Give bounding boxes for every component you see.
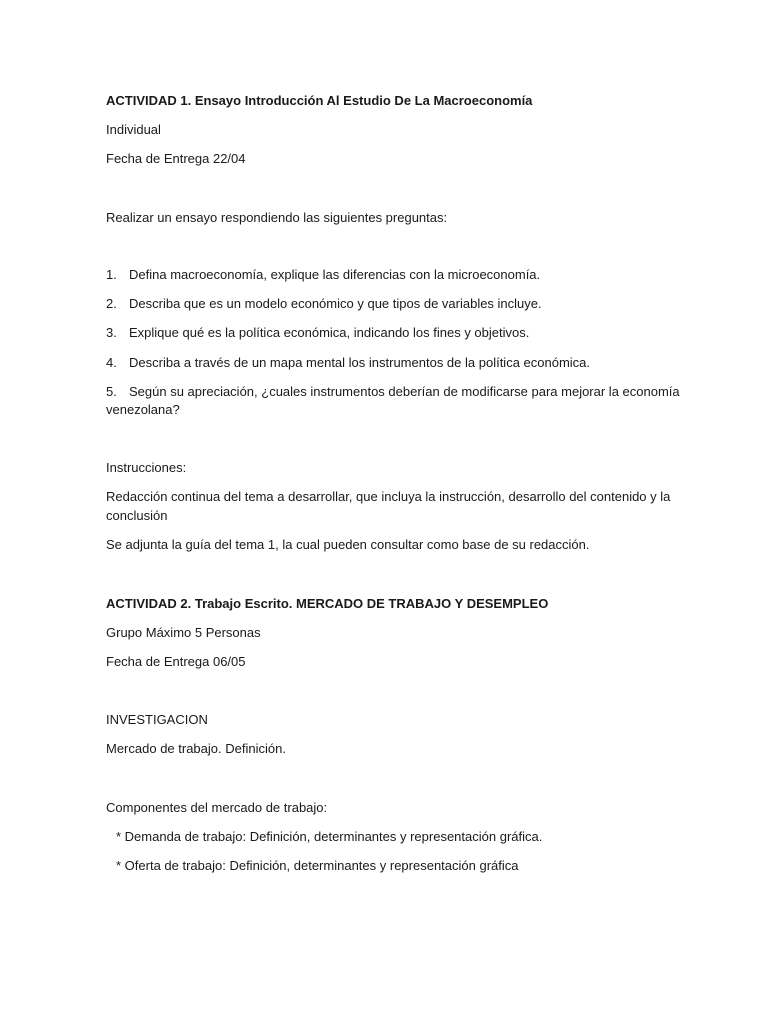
question-text: Describa a través de un mapa mental los instrumentos de la política económica.	[129, 355, 591, 370]
instructions-text-1: Redacción continua del tema a desarrollar, que incluya la instrucción, desarrollo del contenido y la	[106, 489, 671, 504]
instructions-text-1-continuation: conclusión	[106, 508, 168, 523]
activity2-due-date: Fecha de Entrega 06/05	[106, 654, 246, 669]
activity1-intro: Realizar un ensayo respondiendo las siguientes preguntas:	[106, 210, 448, 225]
question-text: Explique qué es la política económica, indicando los fines y objetivos.	[129, 325, 530, 340]
activity1-title: ACTIVIDAD 1. Ensayo Introducción Al Estudio De La Macroeconomía	[106, 93, 533, 108]
bullet-item: * Oferta de trabajo: Definición, determinantes y representación gráfica	[116, 858, 519, 873]
activity1-due-date: Fecha de Entrega 22/04	[106, 151, 246, 166]
activity1-mode: Individual	[106, 122, 161, 137]
instructions-label: Instrucciones:	[106, 460, 187, 475]
question-number: 2.	[106, 296, 117, 311]
components-label: Componentes del mercado de trabajo:	[106, 800, 328, 815]
instructions-text-2: Se adjunta la guía del tema 1, la cual pueden consultar como base de su redacción.	[106, 537, 590, 552]
activity2-group: Grupo Máximo 5 Personas	[106, 625, 261, 640]
question-5-continuation: venezolana?	[106, 402, 180, 417]
question-1	[106, 266, 676, 284]
activity2-section-heading: INVESTIGACION	[106, 712, 208, 727]
bullet-item: * Demanda de trabajo: Definición, determinantes y representación gráfica.	[116, 829, 543, 844]
question-number: 1.	[106, 267, 117, 282]
question-5	[106, 383, 680, 401]
question-2	[106, 295, 676, 313]
question-4	[106, 354, 676, 372]
question-number: 4.	[106, 355, 117, 370]
question-text: Describa que es un modelo económico y que tipos de variables incluye.	[129, 296, 542, 311]
question-number: 5.	[106, 384, 117, 399]
activity2-item-1: Mercado de trabajo. Definición.	[106, 741, 286, 756]
question-3	[106, 324, 676, 342]
question-number: 3.	[106, 325, 117, 340]
activity2-title: ACTIVIDAD 2. Trabajo Escrito. MERCADO DE TRABAJO Y DESEMPLEO	[106, 596, 549, 611]
question-text: Defina macroeconomía, explique las diferencias con la microeconomía.	[129, 267, 541, 282]
question-text: Según su apreciación, ¿cuales instrumentos deberían de modificarse para mejorar la economía	[129, 384, 680, 399]
